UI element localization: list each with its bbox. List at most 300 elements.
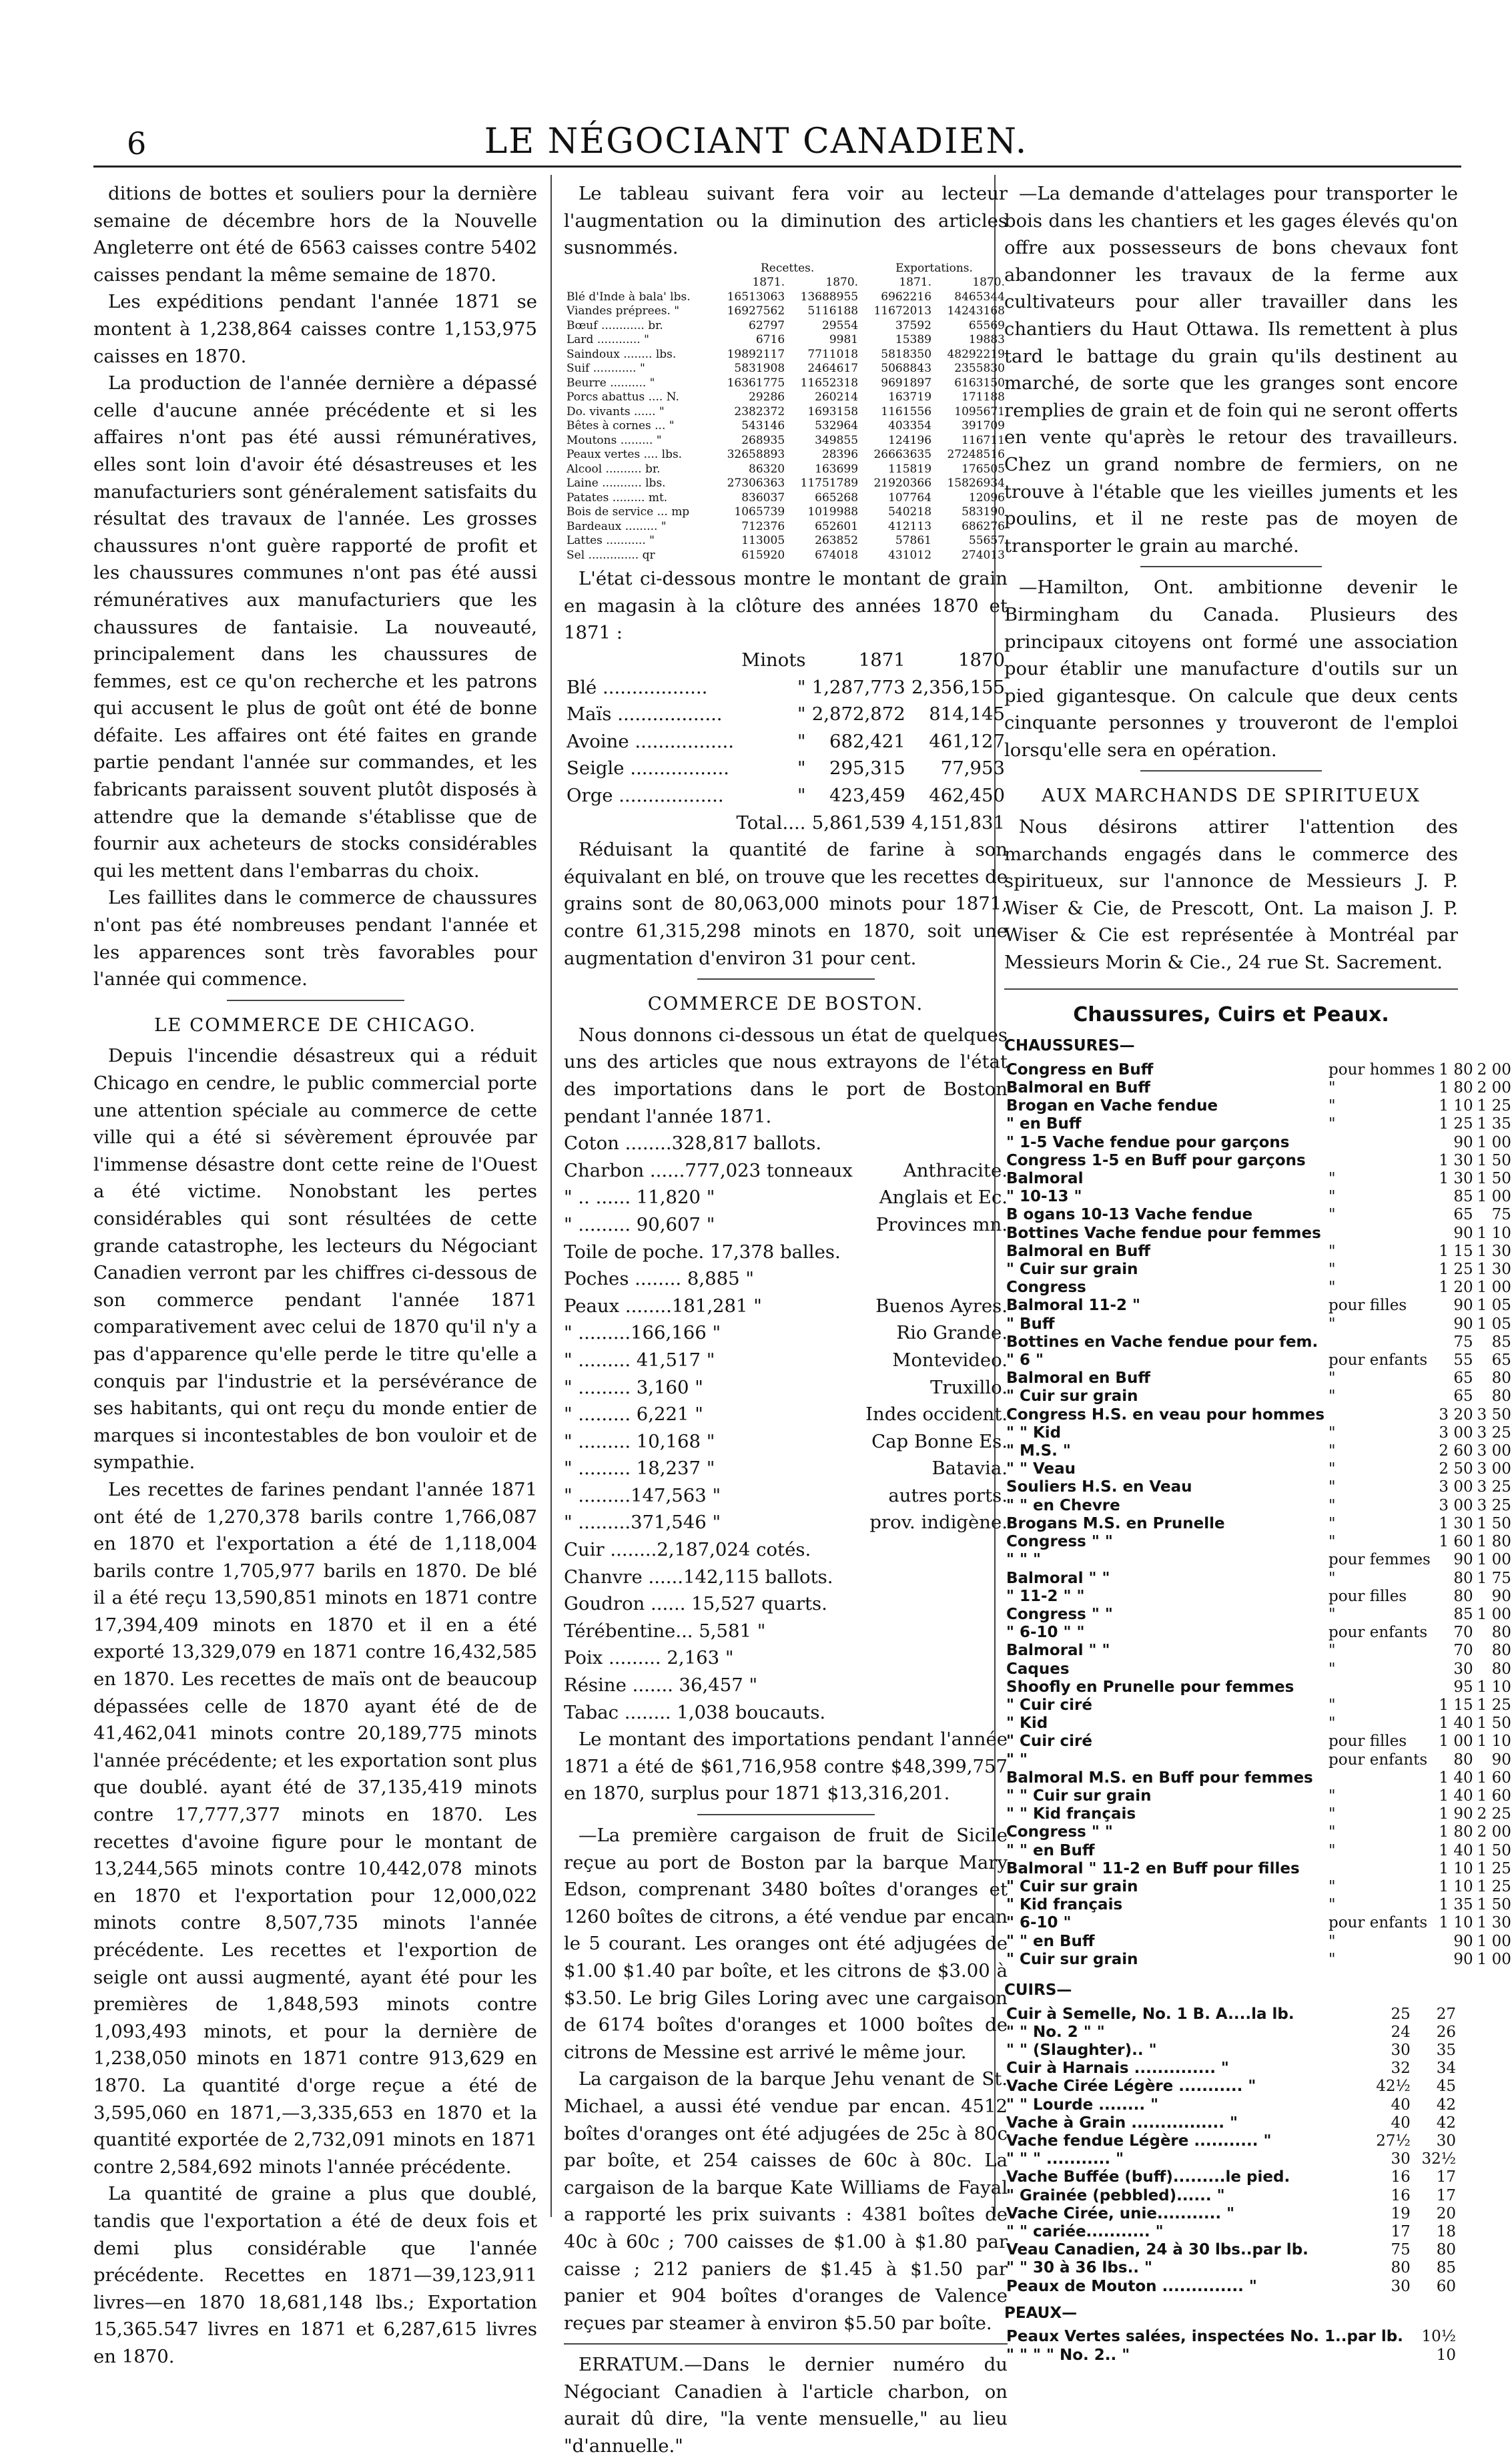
grain-intro: L'état ci-dessous montre le montant de grain en magasin à la clôture des années 1870 et 1871 : <box>564 568 1008 644</box>
boston-total: Le montant des importations pendant l'année 1871 a été de $61,716,958 contre $48,399,757 en 1870, surplus pour 1871 $13,316,201. <box>564 1729 1008 1805</box>
price-item: Vache Buffée (buff).........le pied. <box>1006 2168 1290 2186</box>
boston-item: Toile de poche. 17,378 balles. <box>564 1241 841 1263</box>
row-value: 32658893 <box>727 448 785 462</box>
boston-row <box>564 1455 1008 1482</box>
price-item: Vache fendue Légère ........... " <box>1006 2132 1272 2150</box>
price-note: " <box>1329 1896 1336 1914</box>
chicago-table-group-header <box>564 262 1008 276</box>
price-high: 17 <box>1436 2186 1456 2204</box>
price-high: 1 05 <box>1477 1297 1511 1315</box>
price-low: 1 30 <box>1439 1170 1473 1188</box>
grain-table <box>564 647 1008 836</box>
price-row <box>1004 1733 1512 1751</box>
price-item: Congress " " <box>1006 1605 1113 1623</box>
price-item: Congress H.S. en veau pour hommes <box>1006 1406 1325 1424</box>
price-low: 90 <box>1453 1315 1473 1333</box>
price-item: Congress en Buff <box>1006 1060 1154 1079</box>
price-low: 75 <box>1391 2241 1411 2259</box>
row-item: Bardeaux ......... " <box>566 519 667 533</box>
price-row <box>1004 1660 1512 1678</box>
price-item: Balmoral " 11-2 en Buff pour filles <box>1006 1859 1300 1877</box>
grain-row <box>564 701 1008 728</box>
row-value: 116711 <box>962 433 1005 447</box>
price-row <box>1004 1933 1512 1951</box>
price-row <box>1004 2205 1458 2223</box>
boston-row <box>564 1536 1008 1564</box>
price-note: " <box>1329 1642 1336 1660</box>
grain-item: Avoine ................. <box>566 730 734 752</box>
price-high: 2 00 <box>1477 1060 1511 1079</box>
grain-1870: 814,145 <box>929 703 1005 725</box>
ditto-mark: " <box>797 676 806 698</box>
price-low: 30 <box>1391 2041 1411 2059</box>
price-row <box>1004 1333 1512 1351</box>
grain-item: Orge .................. <box>566 785 724 807</box>
boston-item: Résine ....... 36,457 " <box>564 1674 758 1697</box>
row-value: 48292219 <box>947 347 1005 361</box>
price-low: 90 <box>1453 1551 1473 1569</box>
article-paragraph: Depuis l'incendie désastreux qui a réduit Chicago en cendre, le public commercial porte une attention spéciale au commerce de cette ville qui a été si sévèrement éprouvée par l'immense désastre dont cette reine de l'Ouest a été victime. Nonobstant les pertes considérables qui sont résultées de cette grande catastrophe, les lecteurs du Négociant Canadien verront par les chiffres ci-dessous de son commerce pendant l'année 1871 comparativement avec celui de 1870 qu'il n'y a pas d'apparence qu'elle perde le titre qu'elle a conquis par l'industrie et la persévérance de ses habitants, qui ont reçu du monde entier de marques si incontestables de bon vouloir et de sympathie. <box>93 1045 537 1474</box>
boston-row <box>564 1157 1008 1185</box>
boston-row <box>564 1239 1008 1266</box>
row-value: 26663635 <box>873 448 932 462</box>
price-row <box>1004 2187 1458 2205</box>
price-item: " Cuir sur grain <box>1006 1950 1138 1968</box>
price-low: 2 50 <box>1439 1460 1473 1478</box>
price-low: 1 25 <box>1439 1261 1473 1279</box>
boston-item: " .........166,166 " <box>564 1322 721 1344</box>
price-item: " " (Slaughter).. " <box>1006 2041 1157 2059</box>
row-value: 29286 <box>749 390 785 404</box>
price-row <box>1004 1497 1512 1515</box>
row-value: 27306363 <box>727 477 785 491</box>
price-item: " " 30 à 36 lbs.. " <box>1006 2259 1153 2277</box>
row-value: 5831908 <box>734 362 785 376</box>
shoe-trade-paragraphs <box>93 180 537 993</box>
row-value: 543146 <box>741 419 785 433</box>
price-high: 30 <box>1436 2132 1456 2150</box>
row-value: 12096 <box>968 491 1005 505</box>
price-row <box>1004 1225 1512 1243</box>
price-high: 3 25 <box>1477 1478 1511 1496</box>
price-row <box>1004 1315 1512 1333</box>
price-item: B ogans 10-13 Vache fendue <box>1006 1206 1253 1224</box>
row-value: 2464617 <box>807 362 859 376</box>
price-low: 90 <box>1453 1133 1473 1151</box>
price-item: " Cuir sur grain <box>1006 1877 1138 1895</box>
grain-1870: 462,450 <box>929 785 1005 807</box>
price-high: 60 <box>1436 2277 1456 2295</box>
price-low: 1 40 <box>1439 1841 1473 1859</box>
price-note: " <box>1329 1533 1336 1551</box>
boston-item: " ......... 10,168 " <box>564 1430 715 1452</box>
row-value: 263852 <box>815 534 859 548</box>
price-low: 1 35 <box>1439 1896 1473 1914</box>
grain-1871: 1,287,773 <box>811 676 905 698</box>
price-high: 90 <box>1491 1751 1511 1769</box>
price-note: " <box>1329 1097 1336 1115</box>
price-low: 80 <box>1453 1751 1473 1769</box>
cuirs-label: CUIRS— <box>1004 1981 1072 1999</box>
price-high: 1 00 <box>1477 1133 1511 1151</box>
ditto-mark: " <box>797 785 806 807</box>
price-item: Balmoral M.S. en Buff pour femmes <box>1006 1769 1313 1787</box>
price-item: " 6-10 " " <box>1006 1624 1085 1642</box>
row-value: 2355830 <box>954 362 1005 376</box>
row-value: 1161556 <box>881 404 932 418</box>
price-item: " Grainée (pebbled)...... " <box>1006 2186 1225 2204</box>
price-low: 2 60 <box>1439 1442 1473 1460</box>
price-low: 70 <box>1453 1624 1473 1642</box>
price-note: pour hommes <box>1329 1060 1435 1079</box>
price-item: Veau Canadien, 24 à 30 lbs..par lb. <box>1006 2241 1308 2259</box>
price-row <box>1004 2060 1458 2078</box>
grain-1870: 461,127 <box>929 730 1005 752</box>
price-item: Balmoral en Buff <box>1006 1079 1150 1097</box>
row-item: Lard ............ " <box>566 333 649 347</box>
price-note: " <box>1329 1170 1336 1188</box>
price-low: 42½ <box>1376 2078 1411 2096</box>
price-high: 3 00 <box>1477 1460 1511 1478</box>
price-high: 1 60 <box>1477 1769 1511 1787</box>
row-value: 7711018 <box>807 347 859 361</box>
price-row <box>1004 1478 1512 1496</box>
price-row <box>1004 2078 1458 2096</box>
price-high: 1 25 <box>1477 1877 1511 1895</box>
price-row <box>1004 1261 1512 1279</box>
price-high: 80 <box>1491 1660 1511 1678</box>
boston-row <box>564 1644 1008 1672</box>
boston-row <box>564 1428 1008 1456</box>
price-note: " <box>1329 1569 1336 1587</box>
price-low: 1 80 <box>1439 1823 1473 1841</box>
boston-item: Cuir ........2,187,024 cotés. <box>564 1539 811 1561</box>
price-row <box>1004 1570 1512 1588</box>
price-item: Balmoral <box>1006 1170 1084 1188</box>
row-value: 163719 <box>888 390 932 404</box>
price-item: " Cuir sur grain <box>1006 1388 1138 1406</box>
price-low: 65 <box>1453 1369 1473 1388</box>
grain-1871: 295,315 <box>829 757 905 780</box>
year-header: 1871. <box>752 276 785 290</box>
price-high: 1 50 <box>1477 1715 1511 1733</box>
boston-item: Térébentine... 5,581 " <box>564 1620 766 1642</box>
price-row <box>1004 1842 1512 1860</box>
price-row <box>1004 2223 1458 2241</box>
chicago-heading: LE COMMERCE DE CHICAGO. <box>154 1014 476 1036</box>
boston-item: " ......... 90,607 " <box>564 1213 715 1235</box>
boston-origin: Truxillo. <box>930 1376 1008 1398</box>
table-row <box>564 348 1008 362</box>
row-value: 1065739 <box>734 505 785 519</box>
column-2 <box>564 180 1008 2460</box>
price-item: Bottines Vache fendue pour femmes <box>1006 1224 1321 1242</box>
peaux-label: PEAUX— <box>1004 2304 1078 2322</box>
spirits-notice: Nous désirons attirer l'attention des marchands engagés dans le commerce des spiritueux, sur l'annonce de Messieurs J. P. Wiser & Cie, de Prescott, Ont. La maison J. P. Wiser & Cie est représentée à Montréal par Messieurs Morin & Cie., 24 rue St. Sacrement. <box>1004 816 1458 974</box>
price-high: 75 <box>1491 1206 1511 1224</box>
table-row <box>564 434 1008 448</box>
price-high: 1 00 <box>1477 1605 1511 1623</box>
price-item: Brogans M.S. en Prunelle <box>1006 1514 1225 1532</box>
price-low: 90 <box>1453 1297 1473 1315</box>
price-row <box>1004 1442 1512 1460</box>
price-high: 32½ <box>1421 2150 1456 2168</box>
group-header-exports: Exportations. <box>895 261 973 275</box>
price-low: 1 10 <box>1439 1877 1473 1895</box>
table-row <box>564 505 1008 520</box>
price-row <box>1004 1823 1512 1841</box>
boston-row <box>564 1482 1008 1510</box>
price-row <box>1004 2042 1458 2060</box>
price-row <box>1004 1678 1512 1697</box>
price-row <box>1004 1243 1512 1261</box>
boston-item: Goudron ...... 15,527 quarts. <box>564 1593 827 1615</box>
row-value: 55657 <box>968 534 1005 548</box>
row-item: Moutons ......... " <box>566 433 662 447</box>
price-note: pour enfants <box>1329 1351 1428 1369</box>
price-high: 35 <box>1436 2041 1456 2059</box>
price-low: 24 <box>1391 2023 1411 2041</box>
row-value: 16513063 <box>727 290 785 304</box>
price-item: " " cariée........... " <box>1006 2223 1164 2240</box>
boston-row <box>564 1374 1008 1402</box>
chaussures-price-table <box>1004 1061 1512 1969</box>
row-value: 11652318 <box>800 376 859 390</box>
price-item: Balmoral " " <box>1006 1569 1110 1587</box>
price-high: 1 25 <box>1477 1859 1511 1877</box>
price-high: 1 50 <box>1477 1151 1511 1169</box>
price-high: 80 <box>1491 1388 1511 1406</box>
price-low: 16 <box>1391 2168 1411 2186</box>
row-item: Bœuf ............ br. <box>566 318 663 332</box>
row-item: Suif ............ " <box>566 362 645 376</box>
price-item: Balmoral en Buff <box>1006 1242 1150 1260</box>
row-value: 615920 <box>741 548 785 562</box>
hamilton-news: —Hamilton, Ont. ambitionne devenir le Birmingham du Canada. Plusieurs des principaux citoyens ont formé une association pour établir une manufacture d'outils sur un pied gigantesque. On calcule que deux cents cinquante personnes y trouveront de l'emploi lorsqu'elle sera en opération. <box>1004 577 1458 761</box>
price-low: 1 20 <box>1439 1279 1473 1297</box>
price-row <box>1004 1152 1512 1170</box>
row-value: 13688955 <box>800 290 859 304</box>
row-value: 124196 <box>888 433 932 447</box>
price-note <box>1327 1134 1437 1152</box>
article-paragraph: ditions de bottes et souliers pour la dernière semaine de décembre hors de la Nouvelle Angleterre ont été de 6563 caisses contre 5402 caisses pendant la même semaine de 1870. <box>93 183 537 286</box>
price-low: 80 <box>1453 1569 1473 1587</box>
row-value: 274013 <box>962 548 1005 562</box>
price-row <box>1004 1515 1512 1533</box>
price-item: Peaux de Mouton .............. " <box>1006 2277 1257 2295</box>
grain-total-row <box>564 810 1008 837</box>
chicago-table-year-header <box>564 276 1008 290</box>
price-high: 1 25 <box>1477 1696 1511 1714</box>
price-high: 1 50 <box>1477 1841 1511 1859</box>
price-high: 85 <box>1491 1333 1511 1351</box>
boston-origin: autres ports. <box>888 1484 1008 1506</box>
price-low: 1 15 <box>1439 1242 1473 1260</box>
grain-1870: 2,356,155 <box>911 676 1005 698</box>
price-note: " <box>1329 1369 1336 1388</box>
price-low: 90 <box>1453 1932 1473 1950</box>
boston-origin: Montevideo. <box>892 1349 1008 1371</box>
price-high: 42 <box>1436 2096 1456 2114</box>
price-high: 1 25 <box>1477 1097 1511 1115</box>
price-high: 1 00 <box>1477 1279 1511 1297</box>
row-value: 6962216 <box>881 290 932 304</box>
table-row <box>564 290 1008 305</box>
price-high: 80 <box>1436 2241 1456 2259</box>
boston-item: " .........147,563 " <box>564 1484 721 1506</box>
price-high: 3 25 <box>1477 1496 1511 1514</box>
boston-row <box>564 1211 1008 1239</box>
row-value: 163699 <box>815 462 859 476</box>
boston-row <box>564 1618 1008 1645</box>
row-value: 5116188 <box>807 304 859 318</box>
row-value: 260214 <box>815 390 859 404</box>
price-low: 27½ <box>1376 2132 1411 2150</box>
row-value: 113005 <box>741 534 785 548</box>
price-note: " <box>1329 1188 1336 1206</box>
price-low: 80 <box>1453 1587 1473 1605</box>
table-row <box>564 319 1008 334</box>
price-high: 1 10 <box>1477 1224 1511 1242</box>
price-note: pour enfants <box>1329 1751 1428 1769</box>
row-value: 86320 <box>749 462 785 476</box>
boston-row <box>564 1319 1008 1347</box>
row-value: 532964 <box>815 419 859 433</box>
row-value: 349855 <box>815 433 859 447</box>
table-row <box>564 463 1008 477</box>
row-value: 712376 <box>741 519 785 533</box>
erratum: ERRATUM.—Dans le dernier numéro du Négociant Canadien à l'article charbon, on aurait dû dire, "la vente mensuelle," au lieu "d'annuelle." <box>564 2354 1008 2457</box>
price-row <box>1004 1805 1512 1823</box>
boston-item: " .. ...... 11,820 " <box>564 1187 715 1209</box>
row-value: 62797 <box>749 318 785 332</box>
price-item: Congress " " <box>1006 1823 1113 1841</box>
boston-origin: Rio Grande. <box>896 1322 1008 1344</box>
row-value: 6716 <box>755 333 785 347</box>
row-value: 15826934 <box>947 477 1005 491</box>
boston-row <box>564 1401 1008 1428</box>
price-high: 1 50 <box>1477 1896 1511 1914</box>
price-item: " Cuir sur grain <box>1006 1261 1138 1279</box>
table-row <box>564 448 1008 463</box>
price-low: 55 <box>1453 1351 1473 1369</box>
price-note: " <box>1329 1442 1336 1460</box>
row-value: 19883 <box>968 333 1005 347</box>
price-low: 1 25 <box>1439 1115 1473 1133</box>
price-item: " " Kid français <box>1006 1805 1136 1823</box>
price-row <box>1004 2114 1458 2132</box>
price-row <box>1004 1914 1512 1932</box>
price-low: 85 <box>1453 1188 1473 1206</box>
ditto-mark: " <box>797 730 806 752</box>
price-low: 1 15 <box>1439 1696 1473 1714</box>
boston-item: " ......... 41,517 " <box>564 1349 715 1371</box>
price-row <box>1004 1951 1512 1969</box>
row-item: Laine ........... lbs. <box>566 477 666 491</box>
grain-row <box>564 674 1008 701</box>
boston-item: Tabac ........ 1,038 boucauts. <box>564 1701 826 1723</box>
price-note: " <box>1329 1315 1336 1333</box>
price-item: Souliers H.S. en Veau <box>1006 1478 1192 1496</box>
price-low: 1 40 <box>1439 1769 1473 1787</box>
price-row <box>1004 2347 1458 2365</box>
price-high: 27 <box>1436 2005 1456 2023</box>
price-low: 1 00 <box>1439 1733 1473 1751</box>
row-item: Viandes préprees. " <box>566 304 680 318</box>
price-low: 30 <box>1391 2277 1411 2295</box>
row-value: 2382372 <box>734 404 785 418</box>
price-note: " <box>1329 1932 1336 1950</box>
price-item: " " en Buff <box>1006 1932 1095 1950</box>
price-item: " 1-5 Vache fendue pour garçons <box>1006 1133 1290 1151</box>
price-item: Vache Cirée, unie........... " <box>1006 2204 1235 2222</box>
row-value: 268935 <box>741 433 785 447</box>
year-header: 1870. <box>825 276 859 290</box>
row-value: 6163150 <box>954 376 1005 390</box>
price-low: 30 <box>1391 2150 1411 2168</box>
boston-origin: Batavia. <box>931 1458 1008 1480</box>
price-high: 17 <box>1436 2168 1456 2186</box>
price-row <box>1004 1297 1512 1315</box>
price-low: 32 <box>1391 2060 1411 2078</box>
peaux-price-table <box>1004 2328 1458 2364</box>
boston-row <box>564 1590 1008 1618</box>
price-high: 1 10 <box>1477 1733 1511 1751</box>
price-row <box>1004 2132 1458 2150</box>
price-item: Bottines en Vache fendue pour fem. <box>1006 1333 1318 1351</box>
column-1 <box>93 180 537 2371</box>
separator <box>697 1814 875 1815</box>
price-item: " " " ........... " <box>1006 2150 1124 2168</box>
price-row <box>1004 1860 1512 1878</box>
price-row <box>1004 1188 1512 1206</box>
price-item: Congress <box>1006 1279 1086 1297</box>
jehu-cargo-news: La cargaison de la barque Jehu venant de St. Michael, a aussi été vendue par encan. 4512 boîtes d'oranges ont été adjugées de 25c à 80c par boîte, et 254 caisses de 60c à 80c. La cargaison de la barque Kate Williams de Fayal a rapporté les prix suivants : 4381 boîtes de 40c à 60c ; 700 caisses de $1.00 à $1.80 par caisse ; 212 paniers de $1.45 à $1.50 par panier et 904 boîtes d'oranges de Valence reçues par steamer à environ $5.50 par boîte. <box>564 2068 1008 2334</box>
row-value: 28396 <box>821 448 859 462</box>
price-low: 1 60 <box>1439 1533 1473 1551</box>
grain-1871: 2,872,872 <box>811 703 905 725</box>
price-low: 80 <box>1391 2259 1411 2277</box>
price-high: 3 50 <box>1477 1406 1511 1424</box>
price-high: 20 <box>1436 2204 1456 2222</box>
price-note: " <box>1329 1279 1336 1297</box>
price-row <box>1004 1170 1512 1188</box>
price-low: 1 10 <box>1439 1859 1473 1877</box>
price-low: 75 <box>1453 1333 1473 1351</box>
row-value: 836037 <box>741 491 785 505</box>
table-row <box>564 477 1008 491</box>
ditto-mark: " <box>797 703 806 725</box>
price-note: " <box>1329 1079 1336 1097</box>
row-value: 1095671 <box>954 404 1005 418</box>
price-item: " M.S. " <box>1006 1442 1071 1460</box>
price-item: " Kid <box>1006 1715 1048 1733</box>
price-note: " <box>1329 1696 1336 1714</box>
boston-item: Poix ......... 2,163 " <box>564 1647 734 1669</box>
boston-intro: Nous donnons ci-dessous un état de quelques uns des articles que nous extrayons de l'état des importations dans le port de Boston pendant l'année 1871. <box>564 1024 1008 1127</box>
price-row <box>1004 1642 1512 1660</box>
price-low: 16 <box>1391 2186 1411 2204</box>
year-header: 1871. <box>899 276 932 290</box>
price-high: 2 00 <box>1477 1079 1511 1097</box>
price-high: 1 30 <box>1477 1914 1511 1932</box>
table-row <box>564 390 1008 405</box>
price-row <box>1004 1206 1512 1224</box>
price-value: 10 <box>1436 2346 1456 2364</box>
row-value: 5068843 <box>881 362 932 376</box>
row-item: Lattes ........... " <box>566 534 655 548</box>
grain-header-1871: 1871 <box>858 649 905 671</box>
